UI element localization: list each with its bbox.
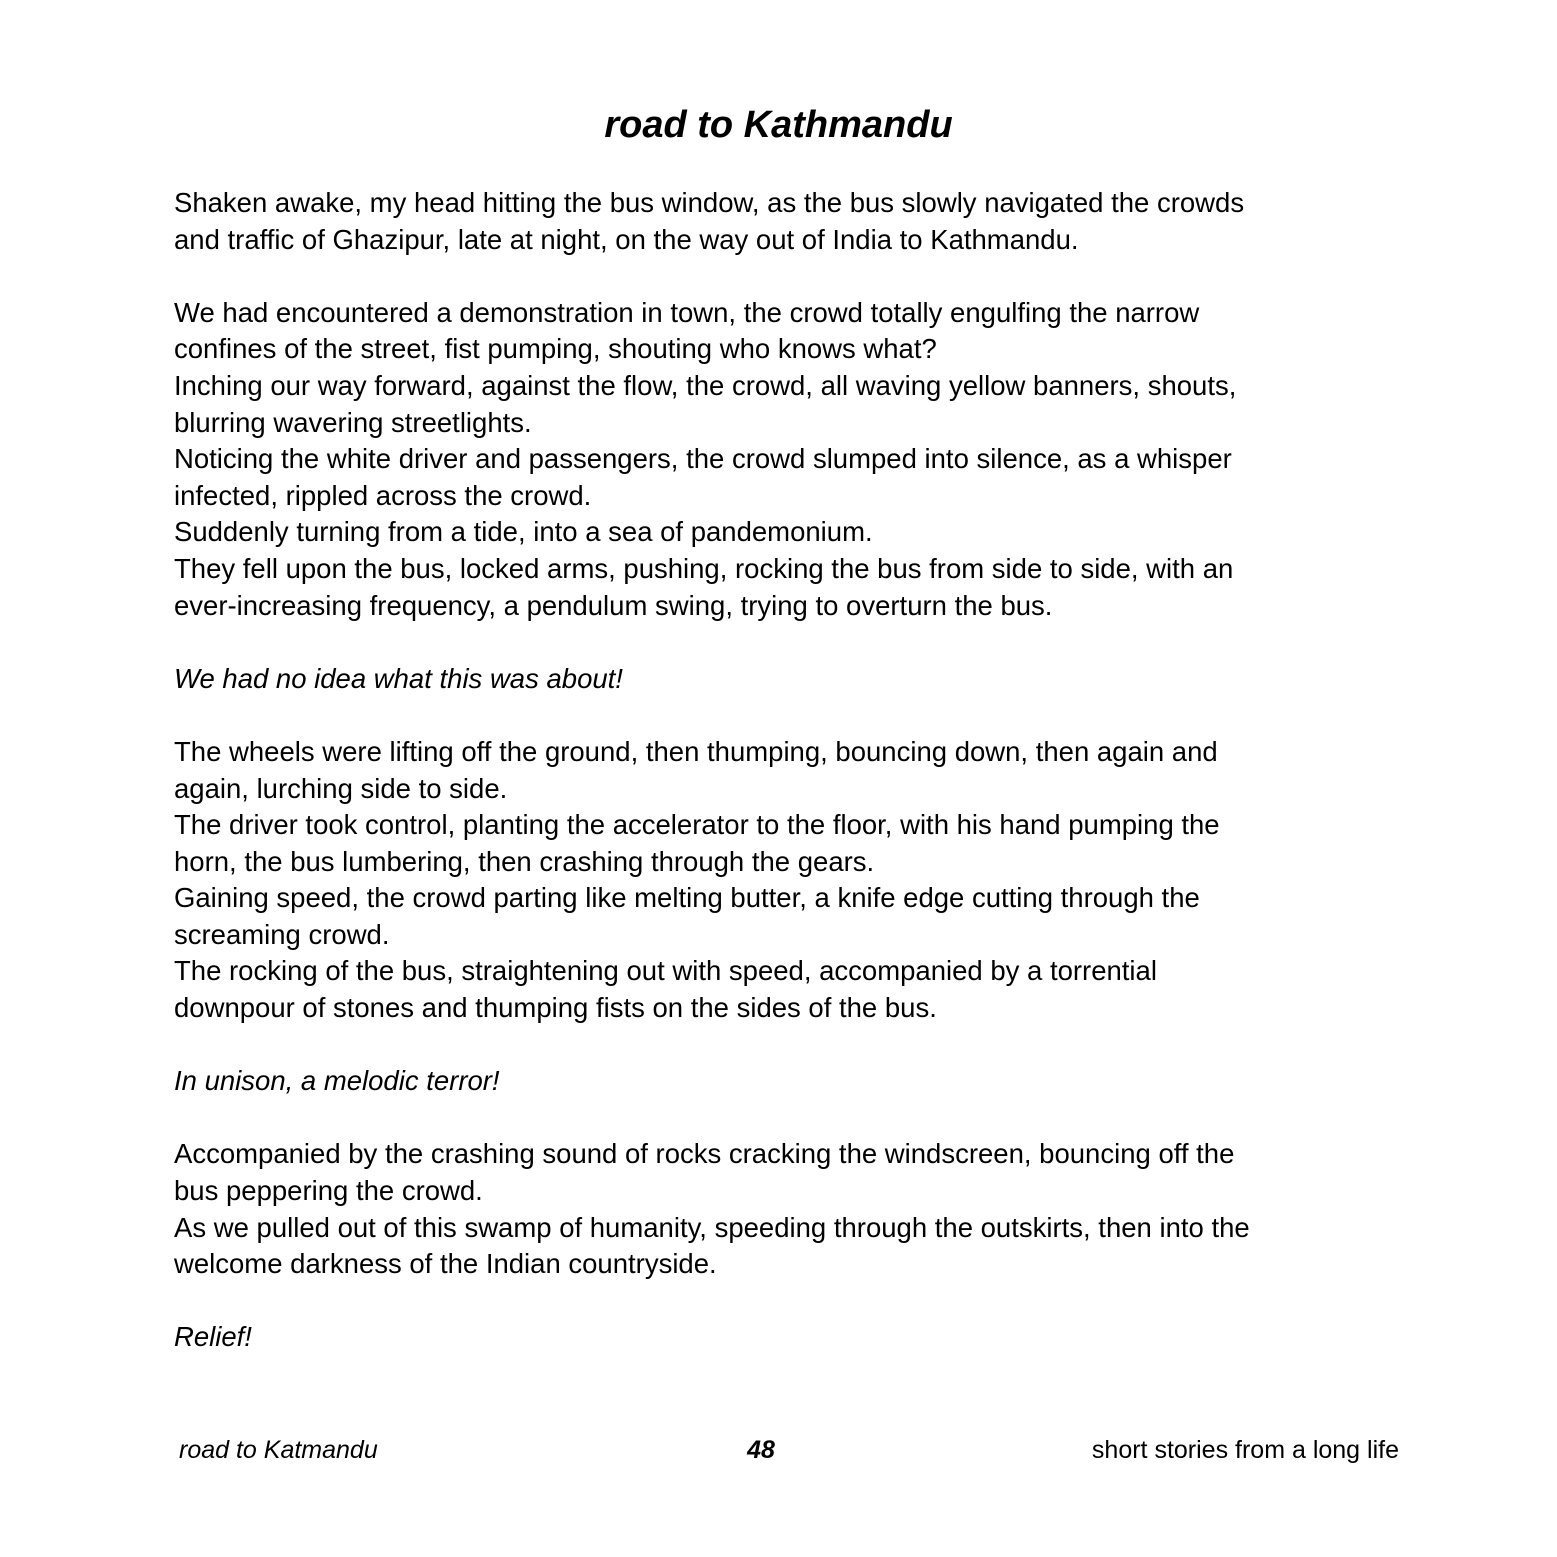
paragraph-5-italic xyxy=(174,1063,1424,1100)
text-line: confines of the street, fist pumping, shouting who knows what? xyxy=(174,333,937,365)
text-line: Relief! xyxy=(174,1321,252,1353)
footer-book-title: short stories from a long life xyxy=(1091,1436,1399,1464)
text-line: screaming crowd. xyxy=(174,918,390,950)
text-line: again, lurching side to side. xyxy=(174,772,508,804)
text-line: blurring wavering streetlights. xyxy=(174,406,532,438)
paragraph-6 xyxy=(174,1136,1424,1282)
text-line: horn, the bus lumbering, then crashing through the gears. xyxy=(174,845,875,877)
text-line: infected, rippled across the crowd. xyxy=(174,479,592,511)
text-line: Inching our way forward, against the flow, the crowd, all waving yellow banners, shouts, xyxy=(174,369,1237,401)
text-line: The driver took control, planting the accelerator to the floor, with his hand pumping the xyxy=(174,809,1220,841)
footer-page-number: 48 xyxy=(747,1436,775,1464)
text-line: We had no idea what this was about! xyxy=(174,662,623,694)
text-line: welcome darkness of the Indian countryside. xyxy=(174,1248,717,1280)
text-line: downpour of stones and thumping fists on the sides of the bus. xyxy=(174,992,937,1024)
text-line: Accompanied by the crashing sound of rocks cracking the windscreen, bouncing off the xyxy=(174,1138,1235,1170)
paragraph-7-italic xyxy=(174,1319,1424,1356)
text-line: and traffic of Ghazipur, late at night, on the way out of India to Kathmandu. xyxy=(174,223,1079,255)
text-line: Gaining speed, the crowd parting like melting butter, a knife edge cutting through the xyxy=(174,882,1200,914)
text-line: They fell upon the bus, locked arms, pushing, rocking the bus from side to side, with an xyxy=(174,552,1234,584)
text-line: The wheels were lifting off the ground, then thumping, bouncing down, then again and xyxy=(174,735,1218,767)
text-line: The rocking of the bus, straightening out with speed, accompanied by a torrential xyxy=(174,955,1157,987)
text-line: In unison, a melodic terror! xyxy=(174,1065,500,1097)
footer-chapter-title: road to Katmandu xyxy=(179,1436,378,1464)
text-line: Noticing the white driver and passengers, the crowd slumped into silence, as a whisper xyxy=(174,443,1232,475)
text-line: Shaken awake, my head hitting the bus window, as the bus slowly navigated the crowds xyxy=(174,187,1245,218)
story-body xyxy=(174,185,1424,1356)
text-line: We had encountered a demonstration in town, the crowd totally engulfing the narrow xyxy=(174,296,1200,328)
paragraph-1 xyxy=(174,185,1424,258)
text-line: bus peppering the crowd. xyxy=(174,1175,483,1207)
paragraph-2 xyxy=(174,295,1424,624)
text-line: ever-increasing frequency, a pendulum swing, trying to overturn the bus. xyxy=(174,589,1053,621)
text-line: As we pulled out of this swamp of humanity, speeding through the outskirts, then into the xyxy=(174,1211,1250,1243)
paragraph-4 xyxy=(174,734,1424,1027)
page-title: road to Kathmandu xyxy=(604,104,953,146)
text-line: Suddenly turning from a tide, into a sea of pandemonium. xyxy=(174,516,873,548)
paragraph-3-italic xyxy=(174,661,1424,698)
